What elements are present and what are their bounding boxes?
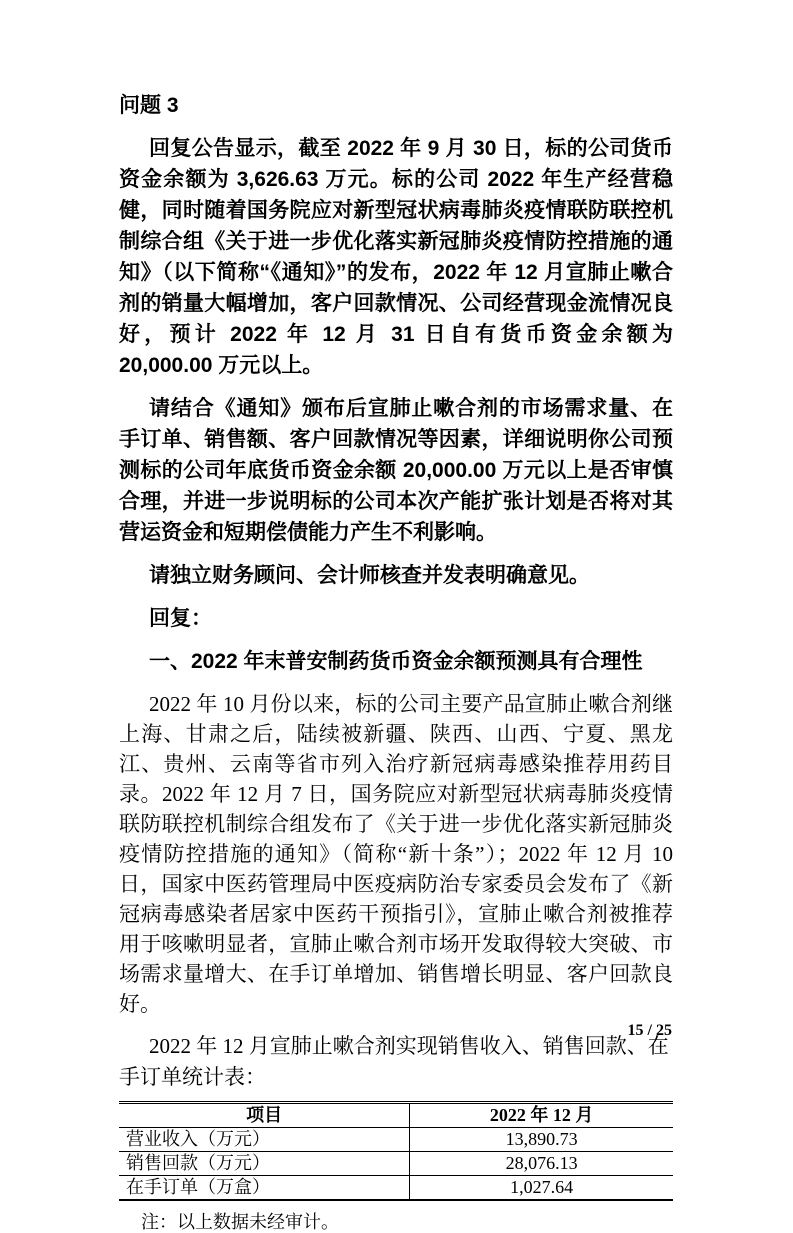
- table-header-item: 项目: [119, 1103, 410, 1128]
- table-cell-item: 在手订单（万盒）: [119, 1176, 410, 1201]
- table-cell-item: 营业收入（万元）: [119, 1128, 410, 1152]
- table-note: 注：以上数据未经审计。: [141, 1212, 339, 1232]
- table-cell-item: 销售回款（万元）: [119, 1152, 410, 1176]
- table-row: [119, 1152, 673, 1176]
- reply-label: 回复：: [149, 607, 212, 630]
- table-cell-value: 1,027.64: [410, 1176, 673, 1201]
- question-paragraph-3: 请独立财务顾问、会计师核查并发表明确意见。: [149, 564, 590, 587]
- table-intro: 2022 年 12 月宣肺止嗽合剂实现销售收入、销售回款、在手订单统计表：: [119, 1034, 669, 1089]
- table-header-period: 2022 年 12 月: [410, 1103, 673, 1128]
- sales-statistics-table: [119, 1101, 673, 1201]
- table-header-row: [119, 1103, 673, 1128]
- table-row: [119, 1128, 673, 1152]
- reply-paragraph: 2022 年 10 月份以来，标的公司主要产品宣肺止嗽合剂继上海、甘肃之后，陆续被新疆、陕西、山西、宁夏、黑龙江、贵州、云南等省市列入治疗新冠病毒感染推荐用药目录。2022 年 12 月 7 日，国务院应对新型冠状病毒肺炎疫情联防联控机制综合组发布了《关于进一步优化落实新冠肺炎疫情防控措施的通知》（简称“新十条”）；2022 年 12 月 10 日，国家中医药管理局中医疫病防治专家委员会发布了《新冠病毒感染者居家中医药干预指引》，宣肺止嗽合剂被推荐用于咳嗽明显者，宣肺止嗽合剂市场开发取得较大突破、市场需求量增大、在手订单增加、销售增长明显、客户回款良好。: [119, 692, 673, 1016]
- table-row: [119, 1176, 673, 1201]
- section-heading: 一、2022 年末普安制药货币资金余额预测具有合理性: [149, 650, 643, 673]
- question-title: 问题 3: [119, 94, 179, 117]
- page-number: 15 / 25: [627, 1022, 672, 1039]
- table-cell-value: 13,890.73: [410, 1128, 673, 1152]
- table-cell-value: 28,076.13: [410, 1152, 673, 1176]
- question-paragraph-2: 请结合《通知》颁布后宣肺止嗽合剂的市场需求量、在手订单、销售额、客户回款情况等因素，详细说明你公司预测标的公司年底货币资金余额 20,000.00 万元以上是否审慎合理，并进一步说明标的公司本次产能扩张计划是否将对其营运资金和短期偿债能力产生不利影响。: [119, 397, 673, 544]
- question-paragraph-1: 回复公告显示，截至 2022 年 9 月 30 日，标的公司货币资金余额为 3,626.63 万元。标的公司 2022 年生产经营稳健，同时随着国务院应对新型冠状病毒肺炎疫情联防联控机制综合组《关于进一步优化落实新冠肺炎疫情防控措施的通知》（以下简称“《通知》”的发布，2022 年 12 月宣肺止嗽合剂的销量大幅增加，客户回款情况、公司经营现金流情况良好，预计 2022 年 12 月 31 日自有货币资金余额为 20,000.00 万元以上。: [119, 137, 673, 377]
- page-content: [119, 90, 673, 1233]
